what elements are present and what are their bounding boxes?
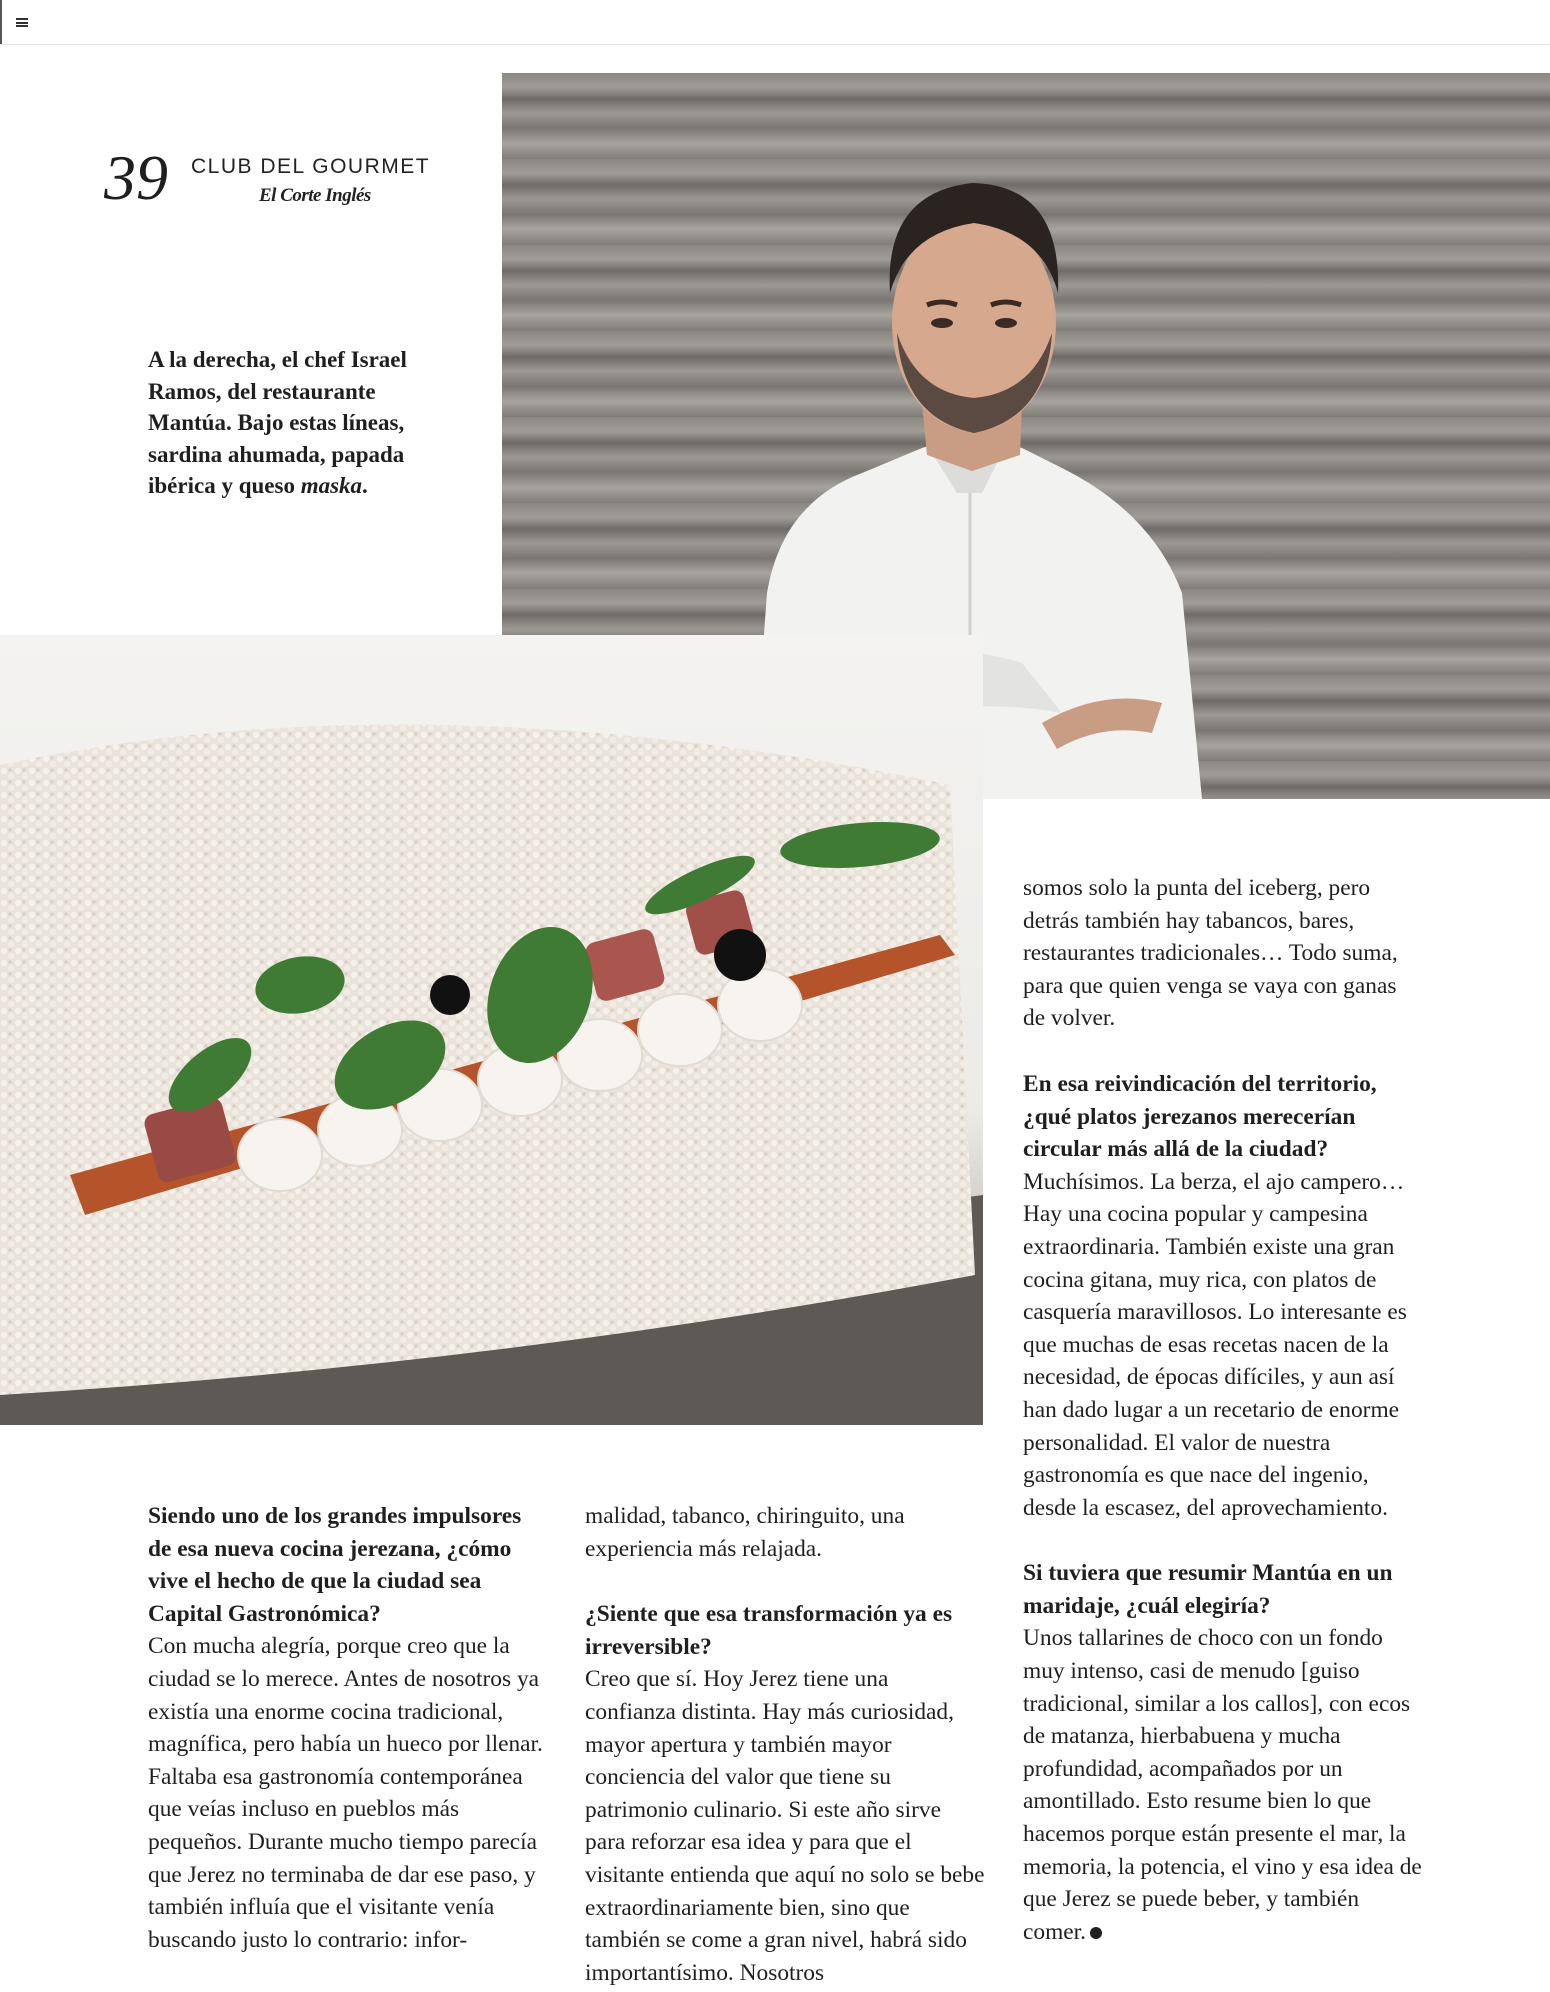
article-column-3 bbox=[1023, 872, 1423, 1948]
question-heading: Si tuviera que resumir Mantúa en un maridaje, ¿cuál elegiría? bbox=[1023, 1560, 1393, 1619]
answer-paragraph: Con mucha alegría, porque creo que la ciudad se lo merece. Antes de nosotros ya existía una enorme cocina tradicional, magnífica, pero había un hueco por llenar. Faltaba esa gastronomía contemporánea que veías incluso en pueblos más pequeños. Durante mucho tiempo parecía que Jerez no terminaba de dar ese paso, y también influía que el visitante venía buscando justo lo contrario: infor- bbox=[148, 1633, 543, 1953]
caption-text: A la derecha, el chef Israel Ramos, del restaurante Mantúa. Bajo estas líneas, sardina ahumada, papada ibérica y queso bbox=[148, 347, 407, 498]
article-column-2 bbox=[585, 1500, 985, 1989]
answer-paragraph bbox=[1023, 1622, 1423, 1948]
question-heading: Siendo uno de los grandes impulsores de esa nueva cocina jerezana, ¿cómo vive el hecho de que la ciudad sea Capital Gastronómica? bbox=[148, 1503, 522, 1627]
answer-paragraph: Creo que sí. Hoy Jerez tiene una confianza distinta. Hay más curiosidad, mayor apertura y también mayor conciencia del valor que tiene su patrimonio culinario. Si este año sirve para reforzar esa idea y para que el visitante entienda que aquí no solo se bebe extraordinariamente bien, sino que también se come a gran nivel, habrá sido importantísimo. Nosotros bbox=[585, 1666, 985, 1986]
answer-text: Unos tallarines de choco con un fondo muy intenso, casi de menudo [guiso tradicional, similar a los callos], con ecos de matanza, hierbabuena y mucha profundidad, acompañados por un amontillado. Esto resume bien lo que hacemos porque están presente el mar, la memoria, la potencia, el vino y esa idea de que Jerez se puede beber, y también comer. bbox=[1023, 1625, 1422, 1945]
menu-icon[interactable] bbox=[16, 18, 28, 27]
caption-italic: maska bbox=[300, 473, 363, 498]
article-column-1 bbox=[148, 1500, 548, 1956]
caption-end: . bbox=[362, 473, 368, 498]
page-number: 39 bbox=[104, 142, 168, 213]
answer-paragraph: malidad, tabanco, chiringuito, una experiencia más relajada. bbox=[585, 1503, 905, 1562]
section-title: CLUB DEL GOURMET bbox=[191, 155, 431, 178]
answer-paragraph: somos solo la punta del iceberg, pero detrás también hay tabancos, bares, restaurantes tradicionales… Todo suma, para que quien venga se vaya con ganas de volver. bbox=[1023, 875, 1398, 1032]
toolbar-edge bbox=[0, 0, 2, 44]
brand-logo: El Corte Inglés bbox=[259, 185, 371, 206]
answer-paragraph: Muchísimos. La berza, el ajo campero… Hay una cocina popular y campesina extraordinaria. También existe una gran cocina gitana, muy rica, con platos de casquería maravillosos. Lo interesante es que muchas de esas recetas nacen de la necesidad, de épocas difíciles, y aun así han dado lugar a un recetario de enorme personalidad. El valor de nuestra gastronomía es que nace del ingenio, desde la escasez, del aprovechamiento. bbox=[1023, 1168, 1407, 1521]
photo-caption bbox=[148, 344, 408, 502]
question-heading: En esa reivindicación del territorio, ¿qué platos jerezanos merecerían circular más allá de la ciudad? bbox=[1023, 1070, 1377, 1163]
question-heading: ¿Siente que esa transformación ya es irreversible? bbox=[585, 1601, 953, 1660]
end-mark bbox=[1090, 1927, 1102, 1939]
viewer-toolbar bbox=[0, 0, 1550, 45]
dish-photo bbox=[0, 635, 983, 1425]
